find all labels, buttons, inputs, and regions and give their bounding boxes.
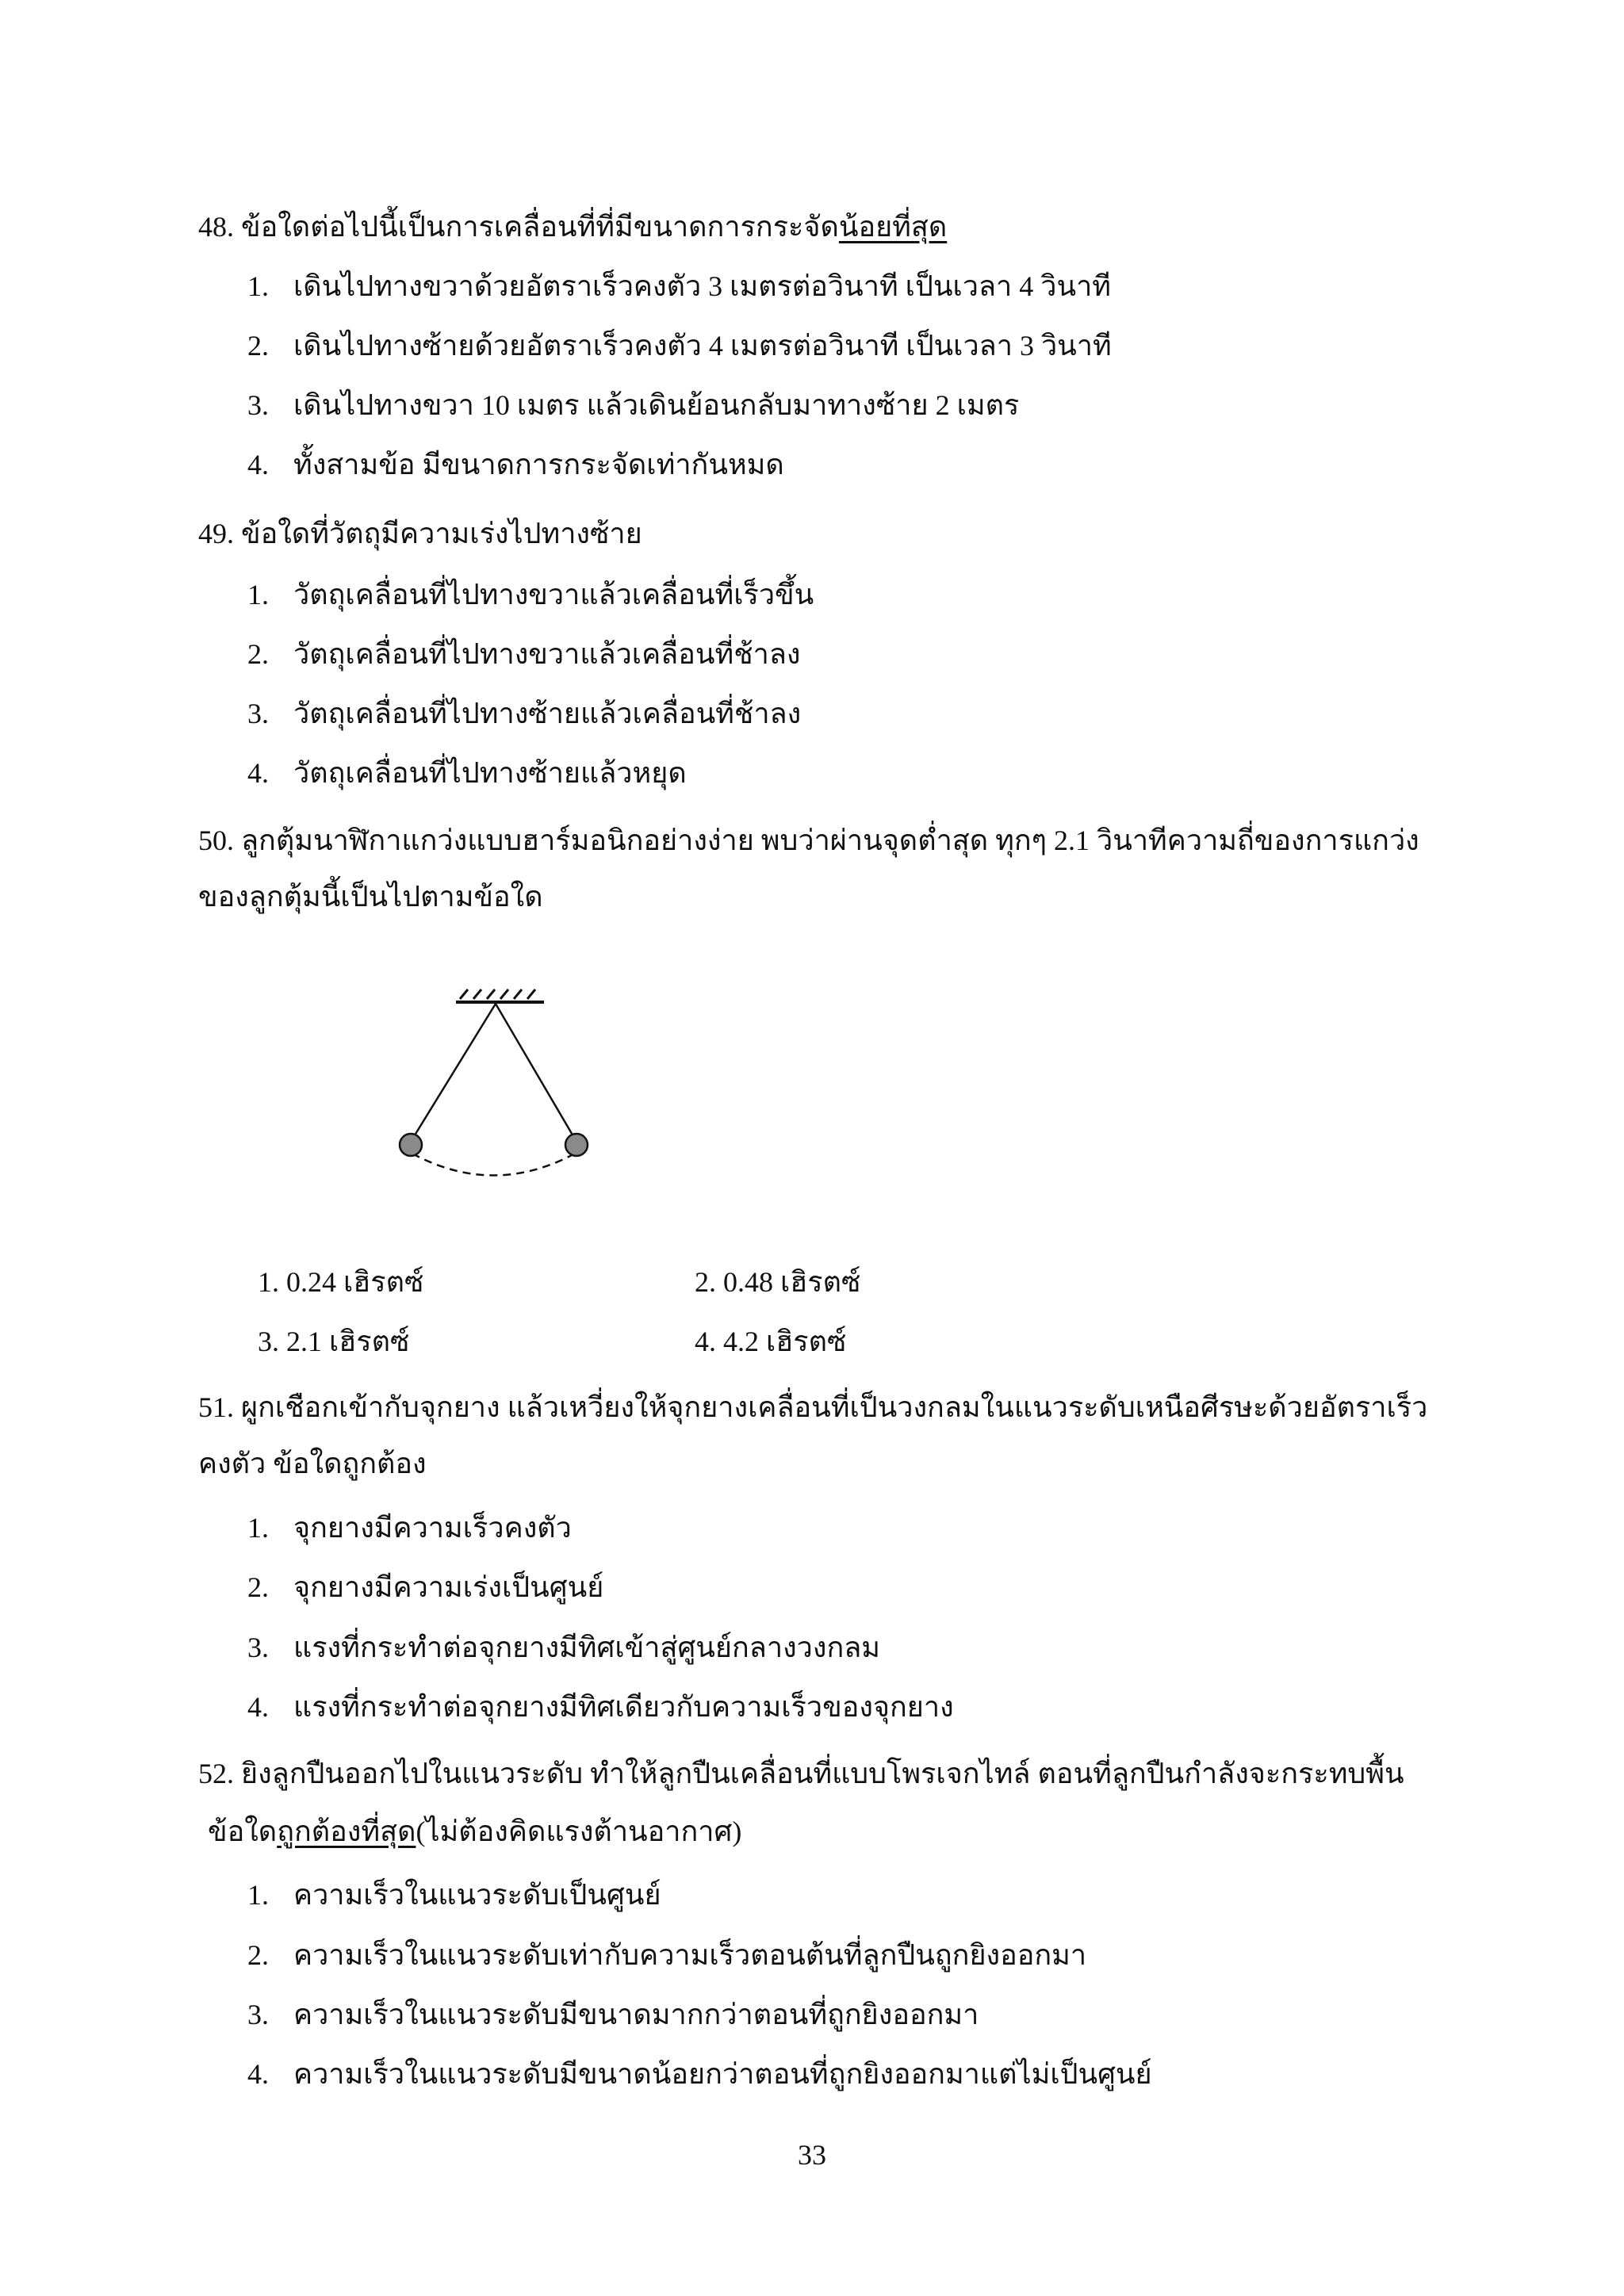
option-49-3[interactable] [247,695,801,732]
option-number: 3. [247,1632,269,1663]
question-49 [198,515,642,552]
option-text: แรงที่กระทำต่อจุกยางมีทิศเดียวกับความเร็วของจุกยาง [293,1691,954,1723]
option-52-3[interactable] [247,1996,979,2033]
option-52-4[interactable] [247,2056,1152,2092]
option-text: เดินไปทางซ้ายด้วยอัตราเร็วคงตัว 4 เมตรต่อวินาที เป็นเวลา 3 วินาที [293,330,1112,362]
question-text: ข้อใด [208,1816,278,1847]
pendulum-string-right [496,1004,576,1142]
option-48-1[interactable] [247,268,1111,304]
option-text: ความเร็วในแนวระดับมีขนาดน้อยกว่าตอนที่ถูกยิงออกมาแต่ไม่เป็นศูนย์ [293,2058,1152,2090]
question-text: ยิงลูกปืนออกไปในแนวระดับ ทำให้ลูกปืนเคลื่อนที่แบบโพรเจกไทล์ ตอนที่ลูกปืนกำลังจะกระทบพื้น [241,1758,1404,1789]
option-number: 2. [247,1939,269,1971]
question-52-cont [208,1813,741,1850]
option-50-4[interactable] [695,1323,846,1360]
option-50-3[interactable] [258,1323,409,1360]
question-52 [198,1755,1404,1792]
option-text: วัตถุเคลื่อนที่ไปทางขวาแล้วเคลื่อนที่ช้าลง [293,638,801,670]
option-50-1[interactable] [258,1264,423,1300]
option-50-2[interactable] [695,1264,860,1300]
pendulum-diagram [381,975,634,1197]
question-emphasis: น้อยที่สุด [838,211,948,243]
option-text: เดินไปทางขวา 10 เมตร แล้วเดินย้อนกลับมาทางซ้าย 2 เมตร [293,389,1020,421]
option-49-1[interactable] [247,576,814,613]
option-text: ทั้งสามข้อ มีขนาดการกระจัดเท่ากันหมด [293,449,784,480]
swing-arc [412,1154,575,1176]
option-number: 1. [247,579,269,610]
question-text: ข้อใดที่วัตถุมีความเร่งไปทางซ้าย [241,518,642,549]
option-number: 3. [247,389,269,421]
option-number: 1. [247,1512,269,1544]
question-number: 50. [198,825,234,856]
question-text: ผูกเชือกเข้ากับจุกยาง แล้วเหวี่ยงให้จุกยางเคลื่อนที่เป็นวงกลมในแนวระดับเหนือศีรษะด้วยอัตราเร็ว [241,1391,1428,1423]
option-number: 2. [247,330,269,362]
question-emphasis: ถูกต้องที่สุด [277,1816,416,1847]
option-number: 2. [247,1571,269,1603]
option-51-3[interactable] [247,1629,880,1666]
option-number: 1. [247,270,269,302]
option-text: วัตถุเคลื่อนที่ไปทางซ้ายแล้วเคลื่อนที่ช้าลง [293,698,802,729]
option-text: จุกยางมีความเร่งเป็นศูนย์ [293,1571,604,1603]
question-text: ข้อใดต่อไปนี้เป็นการเคลื่อนที่ที่มีขนาดการกระจัด [241,211,839,243]
question-48 [198,209,947,245]
option-48-3[interactable] [247,387,1019,423]
option-text: 3. 2.1 เฮิรตซ์ [258,1326,410,1357]
pendulum-string-left [411,1004,496,1142]
option-text: จุกยางมีความเร็วคงตัว [293,1512,572,1544]
option-48-2[interactable] [247,327,1112,364]
option-text: ความเร็วในแนวระดับมีขนาดมากกว่าตอนที่ถูกยิงออกมา [293,1999,979,2030]
option-text: 4. 4.2 เฮิรตซ์ [695,1326,847,1357]
option-text: ความเร็วในแนวระดับเท่ากับความเร็วตอนต้นที่ลูกปืนถูกยิงออกมา [293,1939,1087,1971]
question-text: (ไม่ต้องคิดแรงต้านอากาศ) [416,1816,742,1847]
option-text: 1. 0.24 เฮิรตซ์ [258,1266,424,1298]
question-50-cont [198,878,543,915]
option-49-2[interactable] [247,636,801,672]
option-text: 2. 0.48 เฮิรตซ์ [695,1266,861,1298]
question-text: ลูกตุ้มนาฬิกาแกว่งแบบฮาร์มอนิกอย่างง่าย พบว่าผ่านจุดต่ำสุด ทุกๆ 2.1 วินาทีความถี่ของการแกว่ง [241,825,1419,856]
question-text: ของลูกตุ้มนี้เป็นไปตามข้อใด [198,881,543,913]
option-51-4[interactable] [247,1689,954,1725]
pendulum-bob-left [400,1134,422,1156]
question-51 [198,1389,1427,1425]
option-number: 4. [247,757,269,789]
option-number: 4. [247,449,269,480]
question-number: 49. [198,518,234,549]
question-number: 51. [198,1391,234,1423]
option-number: 3. [247,698,269,729]
option-52-2[interactable] [247,1937,1086,1973]
option-number: 2. [247,638,269,670]
option-number: 4. [247,1691,269,1723]
question-50 [198,822,1419,859]
page-number: 33 [798,2139,826,2171]
option-48-4[interactable] [247,446,784,483]
option-number: 4. [247,2058,269,2090]
option-51-1[interactable] [247,1510,572,1546]
question-51-cont [198,1445,427,1482]
option-number: 3. [247,1999,269,2030]
option-text: วัตถุเคลื่อนที่ไปทางซ้ายแล้วหยุด [293,757,687,789]
option-text: เดินไปทางขวาด้วยอัตราเร็วคงตัว 3 เมตรต่อวินาที เป็นเวลา 4 วินาที [293,270,1112,302]
option-text: ความเร็วในแนวระดับเป็นศูนย์ [293,1879,661,1911]
option-51-2[interactable] [247,1569,603,1605]
pendulum-bob-right [565,1134,588,1156]
question-number: 48. [198,211,234,243]
option-text: แรงที่กระทำต่อจุกยางมีทิศเข้าสู่ศูนย์กลางวงกลม [293,1632,881,1663]
option-52-1[interactable] [247,1877,661,1913]
question-number: 52. [198,1758,234,1789]
option-text: วัตถุเคลื่อนที่ไปทางขวาแล้วเคลื่อนที่เร็วขึ้น [293,579,814,610]
question-text: คงตัว ข้อใดถูกต้อง [198,1448,427,1479]
option-49-4[interactable] [247,755,687,791]
option-number: 1. [247,1879,269,1911]
ceiling-support [456,989,544,1002]
